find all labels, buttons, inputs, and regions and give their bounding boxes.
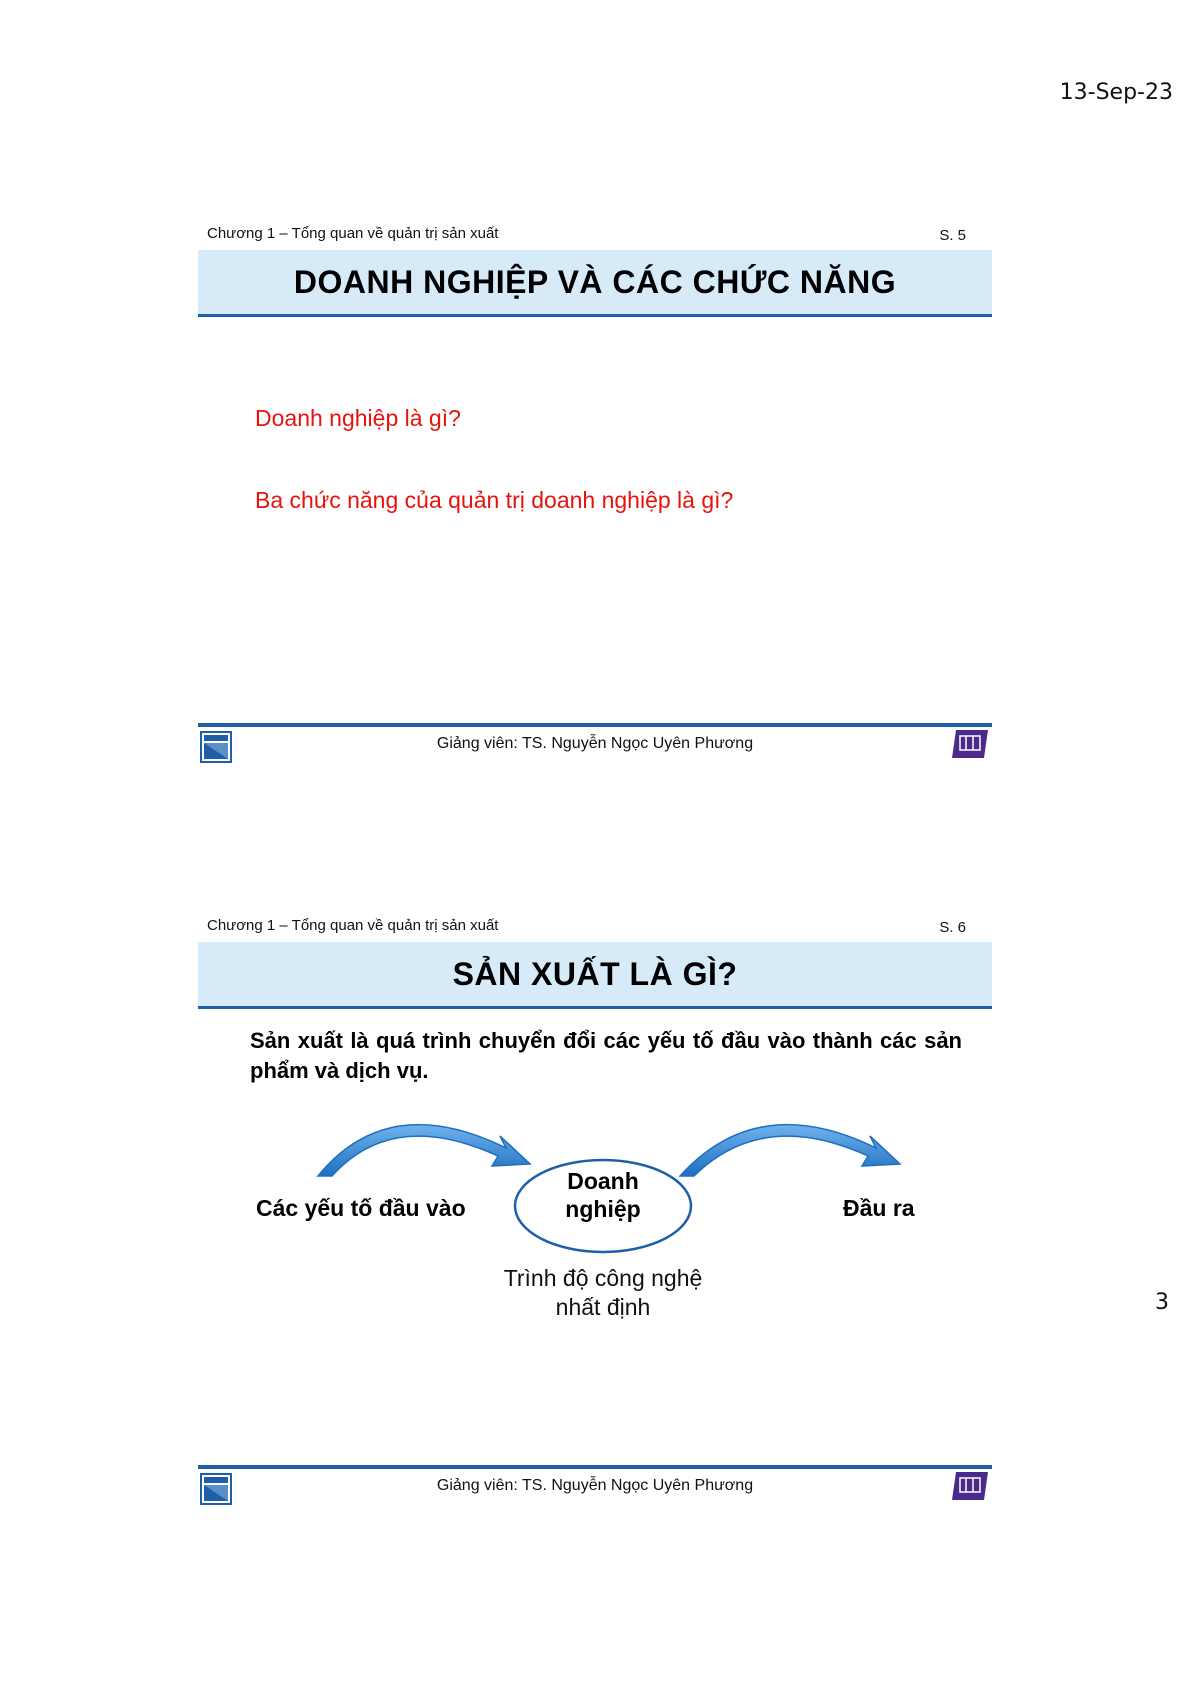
footer-divider (198, 723, 992, 727)
output-label: Đầu ra (843, 1195, 915, 1221)
input-arrow-icon (318, 1125, 530, 1176)
output-arrow-icon (680, 1125, 900, 1176)
slide-6 (198, 912, 992, 1512)
production-definition: Sản xuất là quá trình chuyển đổi các yếu tố đầu vào thành các sản phẩm và dịch vụ. (250, 1028, 962, 1083)
title-band (198, 942, 992, 1009)
university-logo-icon (950, 728, 990, 760)
title-band (198, 250, 992, 317)
technology-level-label: Trình độ công nghệ nhất định (503, 1265, 703, 1320)
lecturer-footer: Giảng viên: TS. Nguyễn Ngọc Uyên Phương (436, 1477, 754, 1494)
chapter-header: Chương 1 – Tổng quan về quản trị sản xuất (207, 917, 499, 934)
page-number: 3 (1155, 1290, 1169, 1315)
university-logo-icon (950, 1470, 990, 1502)
production-diagram (198, 1112, 992, 1372)
page-date: 13-Sep-23 (1059, 80, 1173, 105)
question-2: Ba chức năng của quản trị doanh nghiệp là gì? (255, 487, 734, 513)
slide-title: SẢN XUẤT LÀ GÌ? (452, 955, 738, 992)
slide-title: DOANH NGHIỆP VÀ CÁC CHỨC NĂNG (293, 263, 897, 300)
input-label: Các yếu tố đầu vào (256, 1195, 466, 1221)
slide-5 (198, 220, 992, 820)
chapter-header: Chương 1 – Tổng quan về quản trị sản xuất (207, 225, 499, 242)
slide-number: S. 6 (939, 919, 966, 936)
lecturer-footer: Giảng viên: TS. Nguyễn Ngọc Uyên Phương (436, 735, 754, 752)
enterprise-label: Doanh nghiệp (565, 1168, 641, 1222)
question-1: Doanh nghiệp là gì? (255, 405, 461, 431)
slide-number: S. 5 (939, 227, 966, 244)
footer-divider (198, 1465, 992, 1469)
